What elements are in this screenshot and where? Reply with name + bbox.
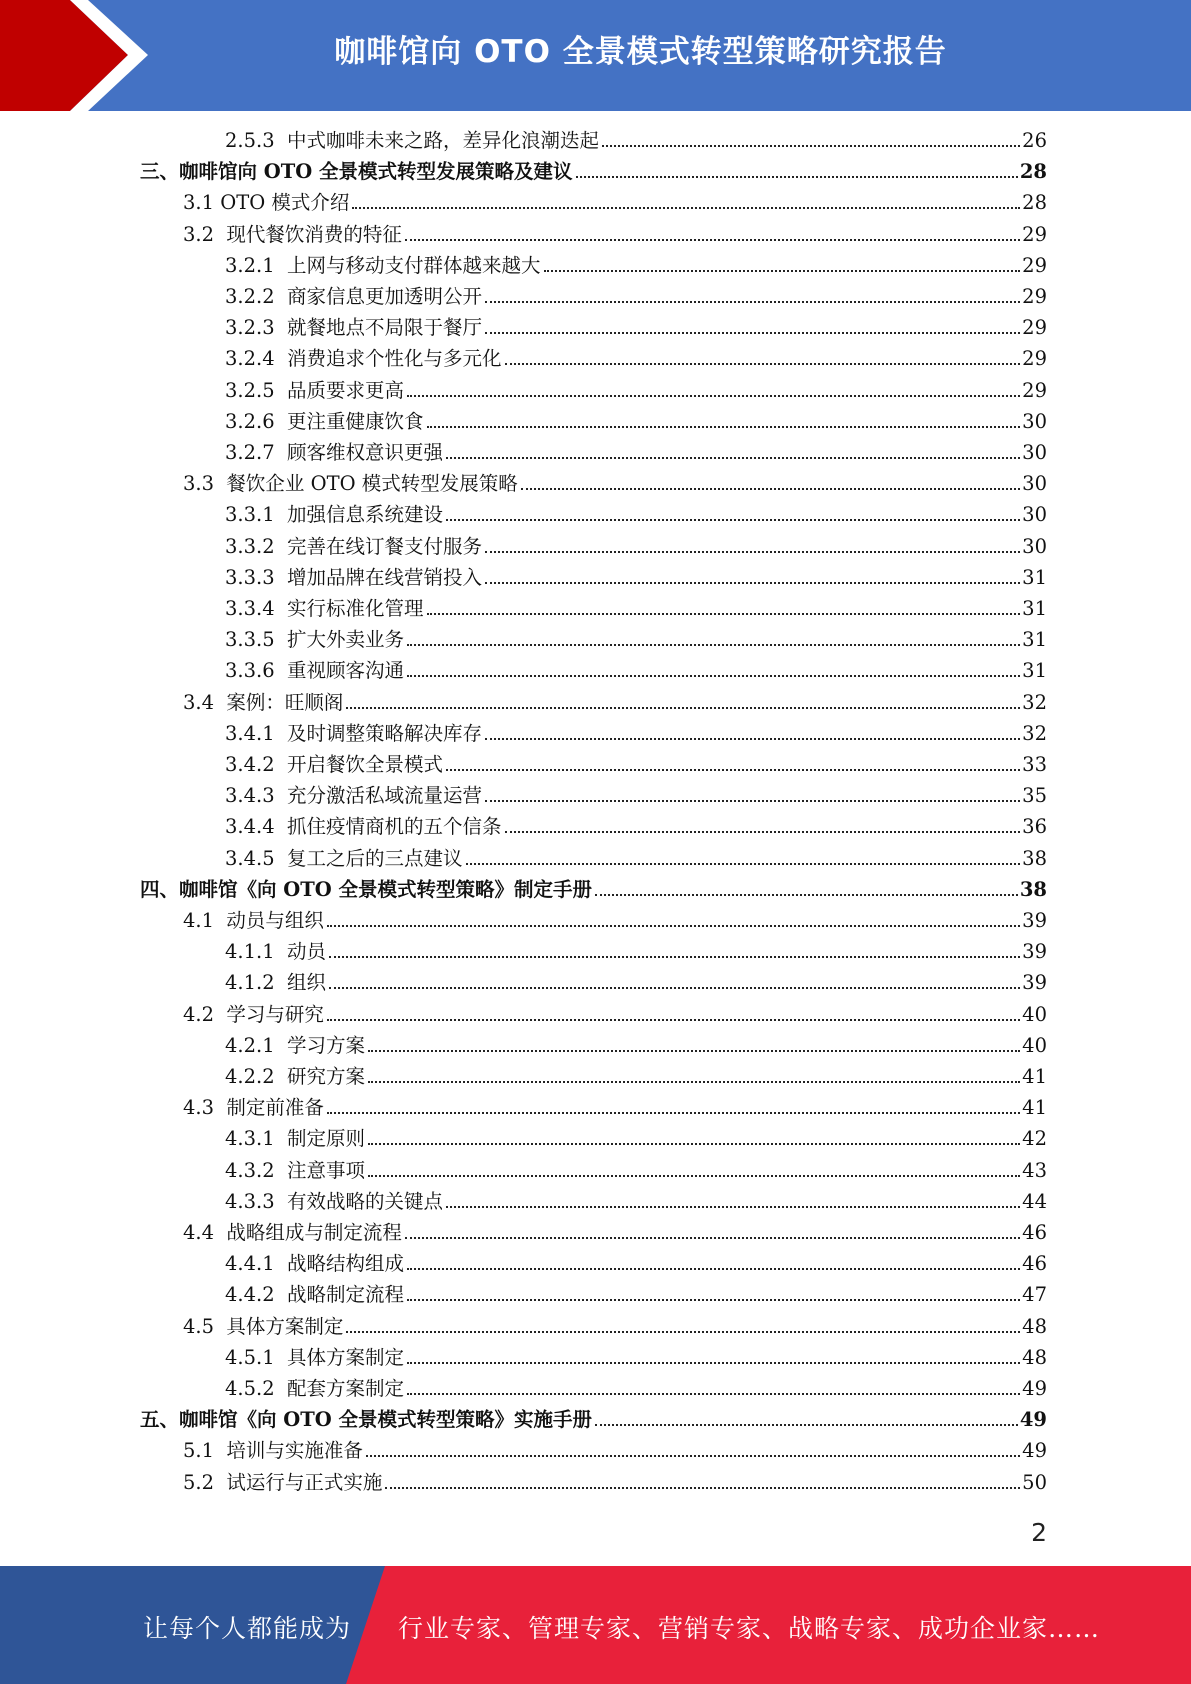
toc-entry-label: 4.5.1 具体方案制定: [225, 1345, 405, 1369]
toc-entry-page: 47: [1022, 1283, 1047, 1307]
toc-entry-page: 49: [1019, 1408, 1047, 1432]
toc-entry-label: 4.2.1 学习方案: [225, 1033, 366, 1057]
toc-entry-page: 38: [1019, 877, 1047, 901]
toc-entry[interactable]: [183, 222, 1047, 248]
toc-entry-label: 3.2.1 上网与移动支付群体越来越大: [225, 253, 541, 277]
toc-entry[interactable]: [225, 346, 1047, 372]
toc-entry-page: 38: [1022, 846, 1047, 870]
toc-entry-page: 32: [1022, 721, 1047, 745]
toc-dot-leader: [327, 1112, 1020, 1114]
toc-entry-label: 5.1 培训与实施准备: [183, 1439, 363, 1463]
toc-entry-label: 4.4.2 战略制定流程: [225, 1283, 405, 1307]
toc-entry-label: 2.5.3 中式咖啡未来之路，差异化浪潮迭起: [225, 129, 600, 152]
toc-entry-page: 39: [1022, 971, 1047, 995]
toc-entry[interactable]: [225, 970, 1047, 996]
toc-entry-label: 3.3.5 扩大外卖业务: [225, 628, 405, 652]
toc-entry-page: 39: [1022, 940, 1047, 964]
toc-entry[interactable]: [183, 471, 1047, 497]
toc-entry-label: 3.3.3 增加品牌在线营销投入: [225, 565, 483, 589]
toc-entry-label: 3.4.2 开启餐饮全景模式: [225, 753, 444, 776]
toc-dot-leader: [407, 1268, 1020, 1270]
toc-entry-page: 41: [1022, 1096, 1047, 1120]
toc-dot-leader: [366, 1455, 1020, 1457]
toc-entry-label: 3.2 现代餐饮消费的特征: [183, 222, 402, 246]
toc-dot-leader: [446, 1206, 1020, 1208]
toc-entry-page: 48: [1022, 1314, 1047, 1338]
toc-entry[interactable]: [225, 284, 1047, 310]
toc-entry-label: 3.2.7 顾客维权意识更强: [225, 441, 444, 464]
toc-dot-leader: [346, 707, 1020, 709]
toc-entry[interactable]: [140, 877, 1047, 903]
toc-entry-page: 43: [1022, 1158, 1047, 1182]
toc-entry-page: 31: [1022, 597, 1047, 620]
toc-entry[interactable]: [225, 1158, 1047, 1184]
toc-entry-label: 3.4.1 及时调整策略解决库存: [225, 721, 483, 745]
toc-dot-leader: [485, 738, 1020, 740]
toc-entry-page: 35: [1022, 784, 1047, 808]
toc-entry-page: 29: [1022, 347, 1047, 371]
toc-dot-leader: [407, 1393, 1020, 1395]
page-number: 2: [1031, 1518, 1047, 1547]
toc-entry-label: 3.2.2 商家信息更加透明公开: [225, 285, 483, 308]
toc-dot-leader: [544, 270, 1021, 272]
toc-entry-page: 49: [1022, 1439, 1047, 1463]
toc-entry[interactable]: [225, 1282, 1047, 1308]
toc-entry-label: 3.3 餐饮企业 OTO 模式转型发展策略: [183, 472, 518, 496]
toc-dot-leader: [405, 1237, 1020, 1239]
toc-entry-label: 4.4 战略组成与制定流程: [183, 1221, 402, 1244]
toc-entry-page: 50: [1022, 1470, 1047, 1494]
toc-entry-label: 3.3.6 重视顾客沟通: [225, 659, 405, 683]
toc-entry-label: 5.2 试运行与正式实施: [183, 1470, 383, 1494]
toc-entry-label: 3.4.5 复工之后的三点建议: [225, 846, 463, 870]
toc-dot-leader: [427, 426, 1021, 428]
toc-entry[interactable]: [225, 378, 1047, 404]
toc-entry-page: 28: [1019, 160, 1047, 184]
toc-entry-page: 36: [1022, 815, 1047, 839]
toc-entry-label: 3.3.2 完善在线订餐支付服务: [225, 534, 483, 558]
toc-entry[interactable]: [225, 409, 1047, 435]
toc-entry[interactable]: [225, 658, 1047, 684]
toc-dot-leader: [368, 1175, 1020, 1177]
toc-entry-label: 4.5.2 配套方案制定: [225, 1377, 405, 1400]
toc-dot-leader: [466, 863, 1021, 865]
toc-entry-label: 4.1.2 组织: [225, 971, 327, 995]
toc-entry-page: 29: [1022, 222, 1047, 246]
toc-entry[interactable]: [225, 721, 1047, 747]
toc-dot-leader: [485, 800, 1020, 802]
toc-dot-leader: [521, 488, 1020, 490]
toc-dot-leader: [485, 332, 1020, 334]
toc-entry-label: 3.1 OTO 模式介绍: [183, 191, 350, 215]
toc-entry-label: 3.4 案例：旺顺阁: [183, 690, 344, 714]
toc-entry-label: 3.4.4 抓住疫情商机的五个信条: [225, 815, 502, 839]
toc-entry[interactable]: [225, 315, 1047, 341]
toc-entry[interactable]: [225, 752, 1047, 778]
toc-entry-label: 3.2.6 更注重健康饮食: [225, 409, 424, 433]
toc-entry-page: 30: [1022, 503, 1047, 527]
toc-entry-label: 4.1 动员与组织: [183, 909, 324, 932]
toc-dot-leader: [407, 395, 1020, 397]
toc-entry[interactable]: [225, 128, 1047, 154]
toc-dot-leader: [595, 1424, 1018, 1426]
toc-entry-page: 42: [1022, 1127, 1047, 1151]
toc-entry-label: 4.5 具体方案制定: [183, 1314, 344, 1338]
toc-dot-leader: [368, 1050, 1020, 1052]
toc-dot-leader: [595, 894, 1018, 896]
toc-entry[interactable]: [183, 908, 1047, 934]
page-header: [0, 0, 1191, 111]
toc-entry-page: 30: [1022, 441, 1047, 464]
toc-entry-page: 31: [1022, 565, 1047, 589]
toc-dot-leader: [329, 956, 1020, 958]
toc-dot-leader: [407, 644, 1020, 646]
toc-entry[interactable]: [183, 1438, 1047, 1464]
toc-entry[interactable]: [183, 190, 1047, 216]
toc-entry-page: 41: [1022, 1065, 1047, 1088]
toc-dot-leader: [407, 1362, 1020, 1364]
toc-entry-page: 46: [1022, 1221, 1047, 1244]
toc-entry[interactable]: [225, 534, 1047, 560]
toc-dot-leader: [485, 582, 1020, 584]
report-title: 咖啡馆向 OTO 全景模式转型策略研究报告: [334, 34, 947, 70]
toc-entry-label: 4.2 学习与研究: [183, 1002, 324, 1026]
toc-dot-leader: [505, 363, 1021, 365]
toc-dot-leader: [407, 1299, 1020, 1301]
toc-dot-leader: [327, 1019, 1020, 1021]
toc-entry[interactable]: [225, 1064, 1047, 1090]
toc-entry-page: 29: [1022, 378, 1047, 402]
toc-entry-label: 四、咖啡馆《向 OTO 全景模式转型策略》制定手册: [140, 877, 593, 901]
toc-dot-leader: [368, 1081, 1020, 1083]
toc-entry-label: 3.4.3 充分激活私域流量运营: [225, 784, 483, 808]
toc-entry[interactable]: [225, 1345, 1047, 1371]
toc-entry-page: 29: [1022, 316, 1047, 340]
toc-dot-leader: [446, 519, 1020, 521]
footer-slogan-right: 行业专家、管理专家、营销专家、战略专家、成功企业家……: [398, 1614, 1101, 1643]
toc-entry-label: 4.3.3 有效战略的关键点: [225, 1189, 444, 1213]
toc-dot-leader: [446, 457, 1020, 459]
toc-entry[interactable]: [183, 1314, 1047, 1340]
toc-dot-leader: [446, 769, 1020, 771]
toc-entry[interactable]: [225, 783, 1047, 809]
toc-entry-label: 3.2.3 就餐地点不局限于餐厅: [225, 316, 483, 340]
toc-entry-page: 30: [1022, 472, 1047, 496]
toc-entry-label: 3.3.4 实行标准化管理: [225, 597, 424, 620]
toc-entry-page: 39: [1022, 909, 1047, 932]
toc-entry-page: 46: [1022, 1252, 1047, 1276]
toc-dot-leader: [327, 925, 1020, 927]
toc-dot-leader: [346, 1331, 1020, 1333]
toc-entry[interactable]: [225, 1251, 1047, 1277]
toc-entry-page: 30: [1022, 409, 1047, 433]
toc-entry-label: 4.1.1 动员: [225, 940, 327, 964]
toc-entry[interactable]: [225, 1033, 1047, 1059]
toc-dot-leader: [407, 675, 1020, 677]
toc-entry-label: 4.2.2 研究方案: [225, 1065, 366, 1088]
toc-entry-page: 28: [1022, 191, 1047, 215]
toc-entry[interactable]: [183, 1470, 1047, 1496]
toc-entry-page: 40: [1022, 1002, 1047, 1026]
toc-entry[interactable]: [140, 1407, 1047, 1433]
toc-dot-leader: [485, 551, 1020, 553]
toc-entry[interactable]: [183, 1220, 1047, 1246]
toc-entry[interactable]: [225, 1126, 1047, 1152]
toc-dot-leader: [368, 1143, 1020, 1145]
toc-entry-page: 49: [1022, 1377, 1047, 1400]
toc-entry-page: 44: [1022, 1189, 1047, 1213]
toc-entry-label: 3.2.4 消费追求个性化与多元化: [225, 347, 502, 371]
toc-dot-leader: [427, 613, 1021, 615]
toc-entry-page: 29: [1022, 253, 1047, 277]
toc-entry[interactable]: [225, 502, 1047, 528]
toc-entry[interactable]: [225, 565, 1047, 591]
toc-dot-leader: [485, 301, 1020, 303]
toc-entry-page: 30: [1022, 534, 1047, 558]
toc-entry[interactable]: [225, 440, 1047, 466]
toc-entry[interactable]: [183, 1002, 1047, 1028]
toc-entry[interactable]: [140, 159, 1047, 185]
toc-entry-label: 4.3.2 注意事项: [225, 1158, 366, 1182]
toc-entry-page: 48: [1022, 1345, 1047, 1369]
toc-entry[interactable]: [183, 1095, 1047, 1121]
toc-entry-page: 33: [1022, 753, 1047, 776]
toc-entry[interactable]: [225, 627, 1047, 653]
toc-entry-label: 三、咖啡馆向 OTO 全景模式转型发展策略及建议: [140, 160, 573, 184]
toc-entry-page: 32: [1022, 690, 1047, 714]
toc-entry-page: 40: [1022, 1033, 1047, 1057]
toc-dot-leader: [505, 831, 1021, 833]
toc-entry-label: 4.3.1 制定原则: [225, 1127, 366, 1151]
toc-dot-leader: [405, 239, 1020, 241]
toc-entry[interactable]: [225, 253, 1047, 279]
toc-entry[interactable]: [225, 596, 1047, 622]
toc-entry[interactable]: [183, 690, 1047, 716]
toc-dot-leader: [602, 145, 1020, 147]
toc-dot-leader: [385, 1487, 1020, 1489]
toc-entry[interactable]: [225, 1376, 1047, 1402]
toc-entry-label: 4.4.1 战略结构组成: [225, 1252, 405, 1276]
toc-dot-leader: [576, 176, 1018, 178]
toc-entry-label: 3.2.5 品质要求更高: [225, 378, 405, 402]
toc-entry[interactable]: [225, 1189, 1047, 1215]
toc-dot-leader: [329, 987, 1020, 989]
toc-entry-page: 31: [1022, 628, 1047, 652]
toc-entry-label: 五、咖啡馆《向 OTO 全景模式转型策略》实施手册: [140, 1408, 593, 1432]
toc-dot-leader: [352, 207, 1020, 209]
toc-entry-label: 4.3 制定前准备: [183, 1096, 324, 1120]
page-footer: [0, 1566, 1191, 1684]
toc-entry-label: 3.3.1 加强信息系统建设: [225, 503, 444, 527]
toc-entry-page: 29: [1022, 285, 1047, 308]
toc-entry-page: 31: [1022, 659, 1047, 683]
toc-entry-page: 26: [1022, 129, 1047, 152]
toc-entry[interactable]: [225, 939, 1047, 965]
toc-entry[interactable]: [225, 846, 1047, 872]
footer-slogan-left: 让每个人都能成为: [143, 1614, 352, 1643]
toc-entry[interactable]: [225, 814, 1047, 840]
